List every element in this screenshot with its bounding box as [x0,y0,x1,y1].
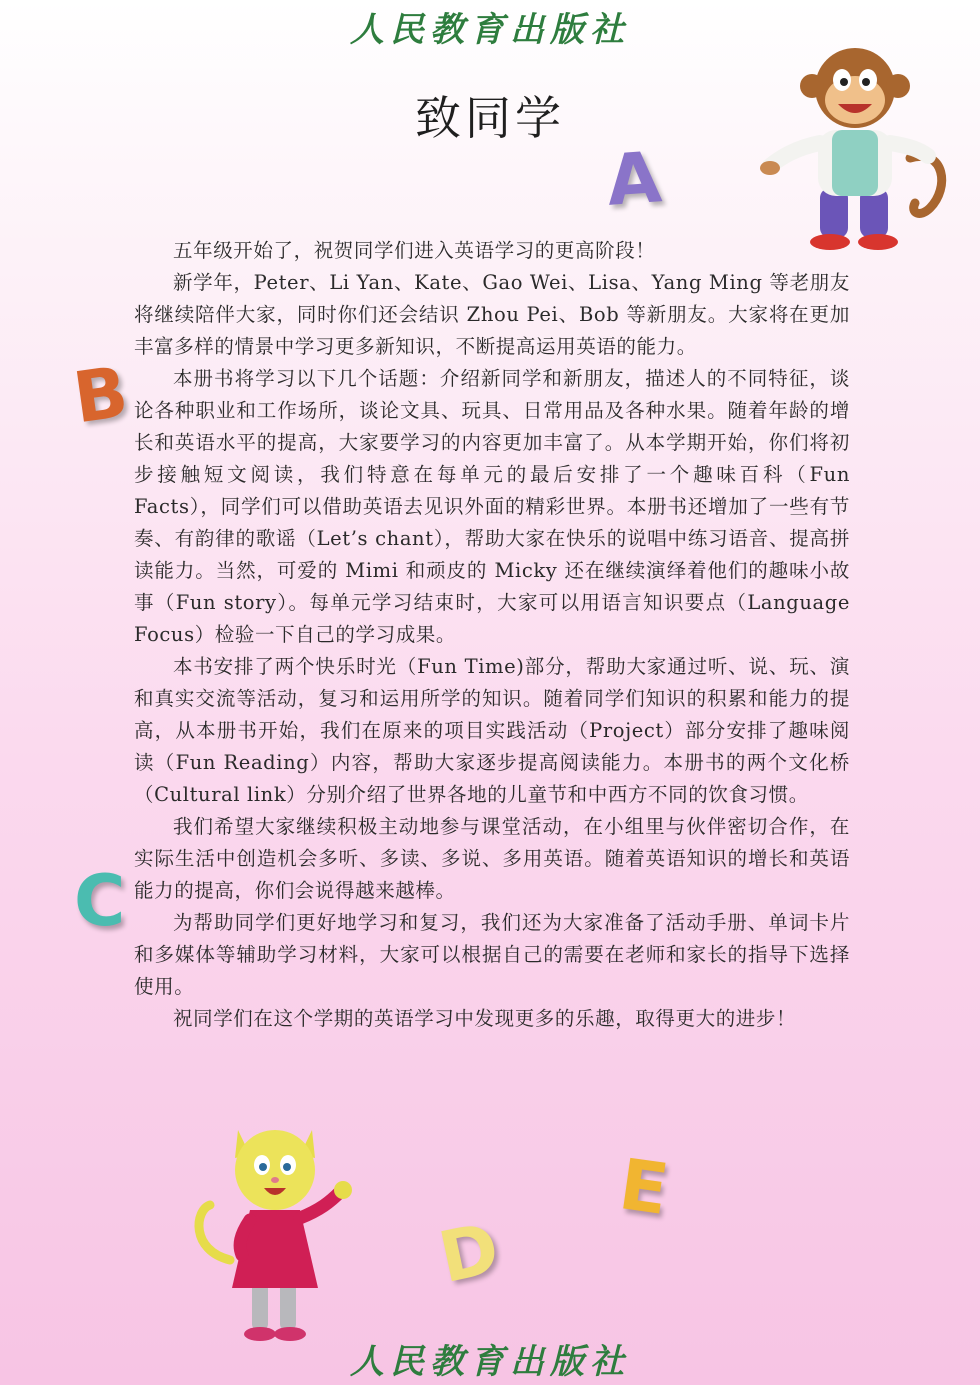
publisher-logo-bottom: 人民教育出版社 [350,1342,630,1382]
monkey-illustration [760,38,950,252]
letter-body [134,235,850,1035]
decorative-letter-b: B [68,350,133,440]
paragraph-7: 祝同学们在这个学期的英语学习中发现更多的乐趣，取得更大的进步！ [173,1007,797,1030]
paragraph-3: 本册书将学习以下几个话题：介绍新同学和新朋友，描述人的不同特征，谈论各种职业和工作场所，谈论文具、玩具、日常用品及各种水果。随着年龄的增长和英语水平的提高，大家要学习的内容更加丰富了。从本学期开始，你们将初步接触短文阅读，我们特意在每单元的最后安排了一个趣味百科（Fun Facts），同学们可以借助英语去见识外面的精彩世界。本册书还增加了一些有节奏、有韵律的歌谣（Let’s chant），帮助大家在快乐的说唱中练习语音、提高拼读能力。当然，可爱的 Mimi 和顽皮的 Micky 还在继续演绎着他们的趣味小故事（Fun story）。每单元学习结束时，大家可以用语言知识要点（Language Focus）检验一下自己的学习成果。 [134,367,850,646]
publisher-logo-top: 人民教育出版社 [350,10,630,50]
decorative-letter-a: A [604,136,664,222]
decorative-letter-c: C [74,860,126,942]
cat-illustration [180,1110,370,1350]
paragraph-1: 五年级开始了，祝贺同学们进入英语学习的更高阶段！ [173,239,656,262]
paragraph-2: 新学年，Peter、Li Yan、Kate、Gao Wei、Lisa、Yang Ming 等老朋友将继续陪伴大家，同时你们还会结识 Zhou Pei、Bob 等新朋友。大家将在更加丰富多样的情景中学习更多新知识，不断提高运用英语的能力。 [134,271,850,358]
paragraph-5: 我们希望大家继续积极主动地参与课堂活动，在小组里与伙伴密切合作，在实际生活中创造机会多听、多读、多说、多用英语。随着英语知识的增长和英语能力的提高，你们会说得越来越棒。 [134,815,850,902]
decorative-letter-e: E [614,1143,674,1231]
decorative-letter-d: D [432,1206,506,1300]
page-title: 致同学 [415,91,565,145]
paragraph-4: 本书安排了两个快乐时光（Fun Time)部分，帮助大家通过听、说、玩、演和真实交流等活动，复习和运用所学的知识。随着同学们知识的积累和能力的提高，从本册书开始，我们在原来的项目实践活动（Project）部分安排了趣味阅读（Fun Reading）内容，帮助大家逐步提高阅读能力。本册书的两个文化桥（Cultural link）分别介绍了世界各地的儿童节和中西方不同的饮食习惯。 [134,655,850,806]
paragraph-6: 为帮助同学们更好地学习和复习，我们还为大家准备了活动手册、单词卡片和多媒体等辅助学习材料，大家可以根据自己的需要在老师和家长的指导下选择使用。 [134,911,850,998]
